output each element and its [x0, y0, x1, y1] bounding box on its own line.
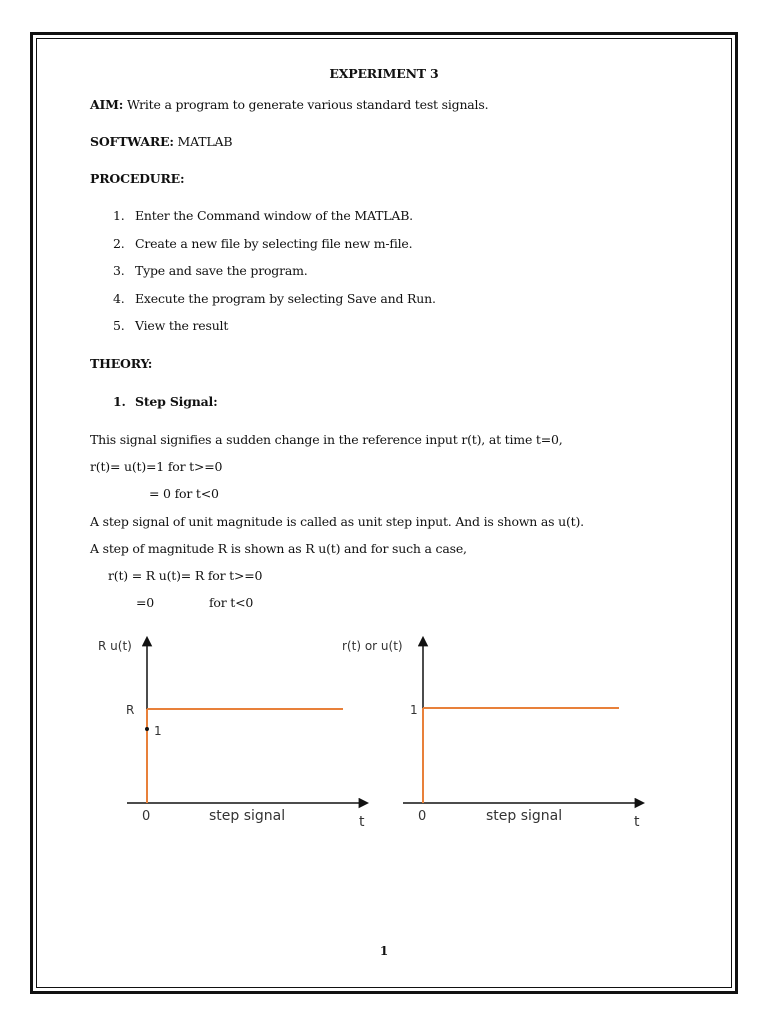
axis-end-label: t — [359, 814, 365, 830]
y-axis-label: R u(t) — [98, 639, 132, 653]
section-heading — [113, 394, 218, 409]
software-text: MATLAB — [177, 134, 233, 149]
marker-label: 1 — [154, 724, 162, 738]
origin-label: 0 — [142, 809, 151, 824]
step-number: 5. — [113, 318, 125, 333]
origin-label: 0 — [418, 809, 427, 824]
theory-line: for t<0 — [209, 595, 254, 610]
theory-label: THEORY: — [90, 356, 153, 371]
level-label: 1 — [410, 703, 418, 717]
theory-line: A step of magnitude R is shown as R u(t) and for such a case, — [90, 541, 467, 556]
theory-line: This signal signifies a sudden change in the reference input r(t), at time t=0, — [90, 432, 563, 447]
level-label: R — [126, 703, 135, 717]
step-text: View the result — [135, 318, 229, 333]
aim-label: AIM: — [90, 97, 124, 112]
software-label: SOFTWARE: — [90, 134, 174, 149]
aim-line — [90, 97, 488, 112]
section-number: 1. — [113, 394, 126, 409]
procedure-step — [113, 291, 436, 306]
step-number: 4. — [113, 291, 125, 306]
step-chart-ut — [340, 630, 660, 840]
step-text: Execute the program by selecting Save and Run. — [135, 291, 436, 306]
procedure-step — [113, 208, 413, 223]
step-text: Create a new file by selecting file new m-file. — [135, 236, 413, 251]
unit-marker-dot — [145, 727, 149, 731]
x-axis-label: step signal — [486, 808, 563, 824]
theory-line: = 0 for t<0 — [149, 486, 219, 501]
step-number: 1. — [113, 208, 125, 223]
experiment-title: EXPERIMENT 3 — [329, 66, 439, 81]
step-number: 2. — [113, 236, 125, 251]
theory-line: A step signal of unit magnitude is called as unit step input. And is shown as u(t). — [90, 514, 584, 529]
procedure-step — [113, 318, 228, 333]
step-number: 3. — [113, 263, 125, 278]
theory-line: =0 — [136, 595, 155, 610]
theory-line: r(t) = R u(t)= R for t>=0 — [108, 568, 263, 583]
step-text: Enter the Command window of the MATLAB. — [135, 208, 413, 223]
step-text: Type and save the program. — [135, 263, 308, 278]
page-number: 1 — [379, 944, 389, 958]
procedure-label: PROCEDURE: — [90, 171, 185, 186]
section-title: Step Signal: — [135, 394, 218, 409]
axis-end-label: t — [634, 814, 640, 830]
y-axis-label: r(t) or u(t) — [342, 639, 403, 653]
x-axis-label: step signal — [209, 808, 286, 824]
software-line — [90, 134, 232, 149]
procedure-step — [113, 236, 412, 251]
aim-text: Write a program to generate various standard test signals. — [126, 97, 489, 112]
theory-line: r(t)= u(t)=1 for t>=0 — [90, 459, 223, 474]
procedure-step — [113, 263, 308, 278]
